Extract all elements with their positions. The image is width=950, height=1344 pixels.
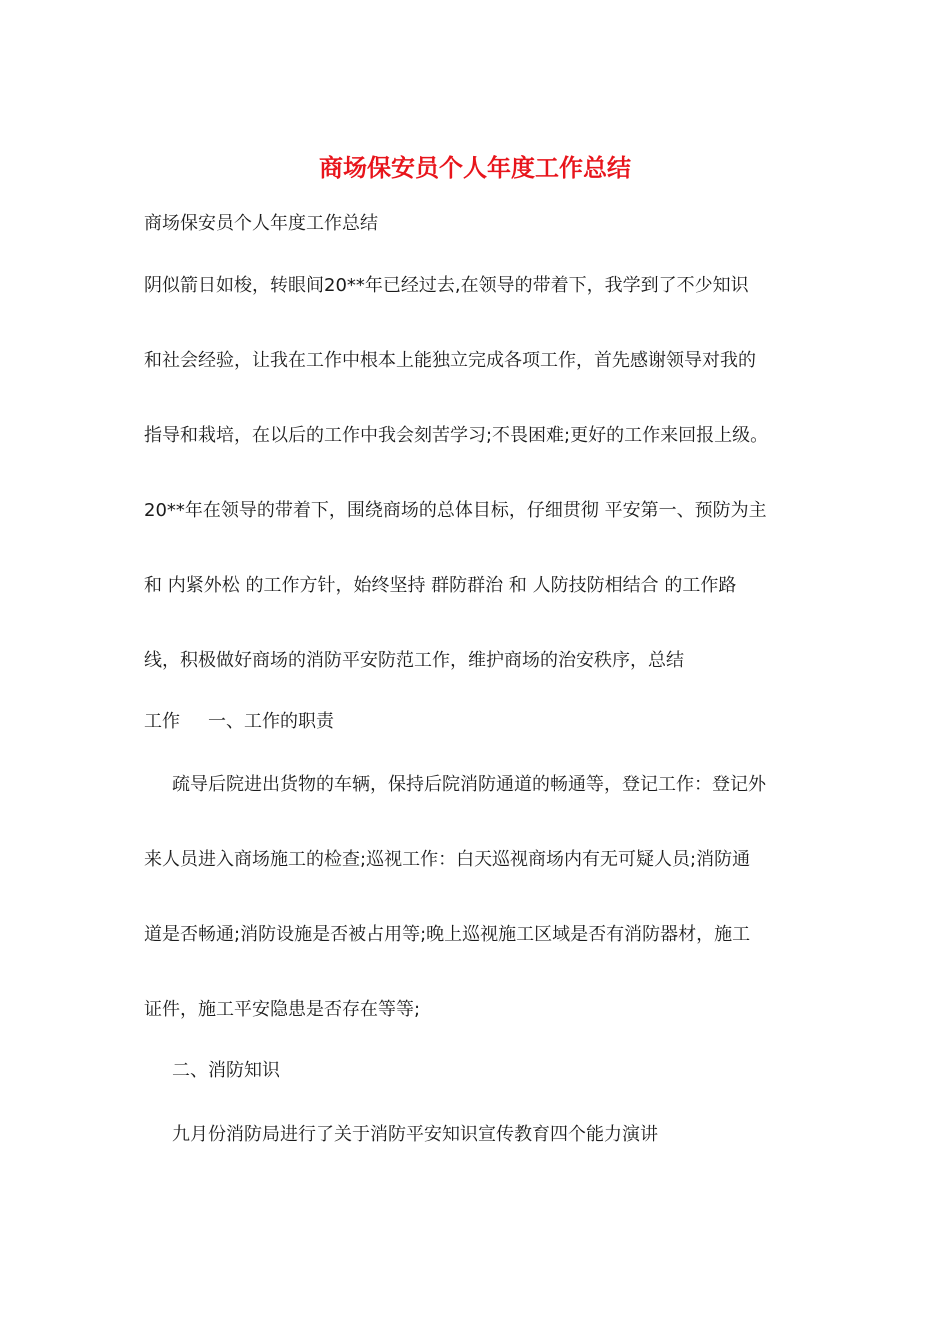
- paragraph-line: 道是否畅通;消防设施是否被占用等;晚上巡视施工区域是否有消防器材，施工: [144, 924, 751, 945]
- document-title: 商场保安员个人年度工作总结: [319, 153, 631, 182]
- paragraph-line: 20**年在领导的带着下，围绕商场的总体目标，仔细贯彻 平安第一、预防为主: [144, 500, 767, 521]
- paragraph-line: 和 内紧外松 的工作方针，始终坚持 群防群治 和 人防技防相结合 的工作路: [144, 575, 737, 596]
- paragraph-line: 和社会经验，让我在工作中根本上能独立完成各项工作，首先感谢领导对我的: [144, 350, 756, 371]
- paragraph-line: 来人员进入商场施工的检查;巡视工作：白天巡视商场内有无可疑人员;消防通: [144, 849, 751, 870]
- paragraph-line: 线，积极做好商场的消防平安防范工作，维护商场的治安秩序，总结: [144, 650, 684, 671]
- document-subtitle: 商场保安员个人年度工作总结: [144, 213, 378, 234]
- paragraph-line: 九月份消防局进行了关于消防平安知识宣传教育四个能力演讲: [172, 1124, 658, 1145]
- paragraph-line: 疏导后院进出货物的车辆，保持后院消防通道的畅通等，登记工作：登记外: [172, 774, 766, 795]
- paragraph-line: 证件，施工平安隐患是否存在等等;: [144, 999, 421, 1020]
- section-lead-text: 工作: [144, 711, 180, 732]
- paragraph-line: 指导和栽培，在以后的工作中我会刻苦学习;不畏困难;更好的工作来回报上级。: [144, 425, 769, 446]
- section-heading: 一、工作的职责: [208, 711, 334, 732]
- paragraph-line: 阴似箭日如梭，转眼间20**年已经过去,在领导的带着下，我学到了不少知识: [144, 275, 749, 296]
- section-heading-row: [144, 709, 334, 735]
- section-heading: 二、消防知识: [172, 1060, 280, 1081]
